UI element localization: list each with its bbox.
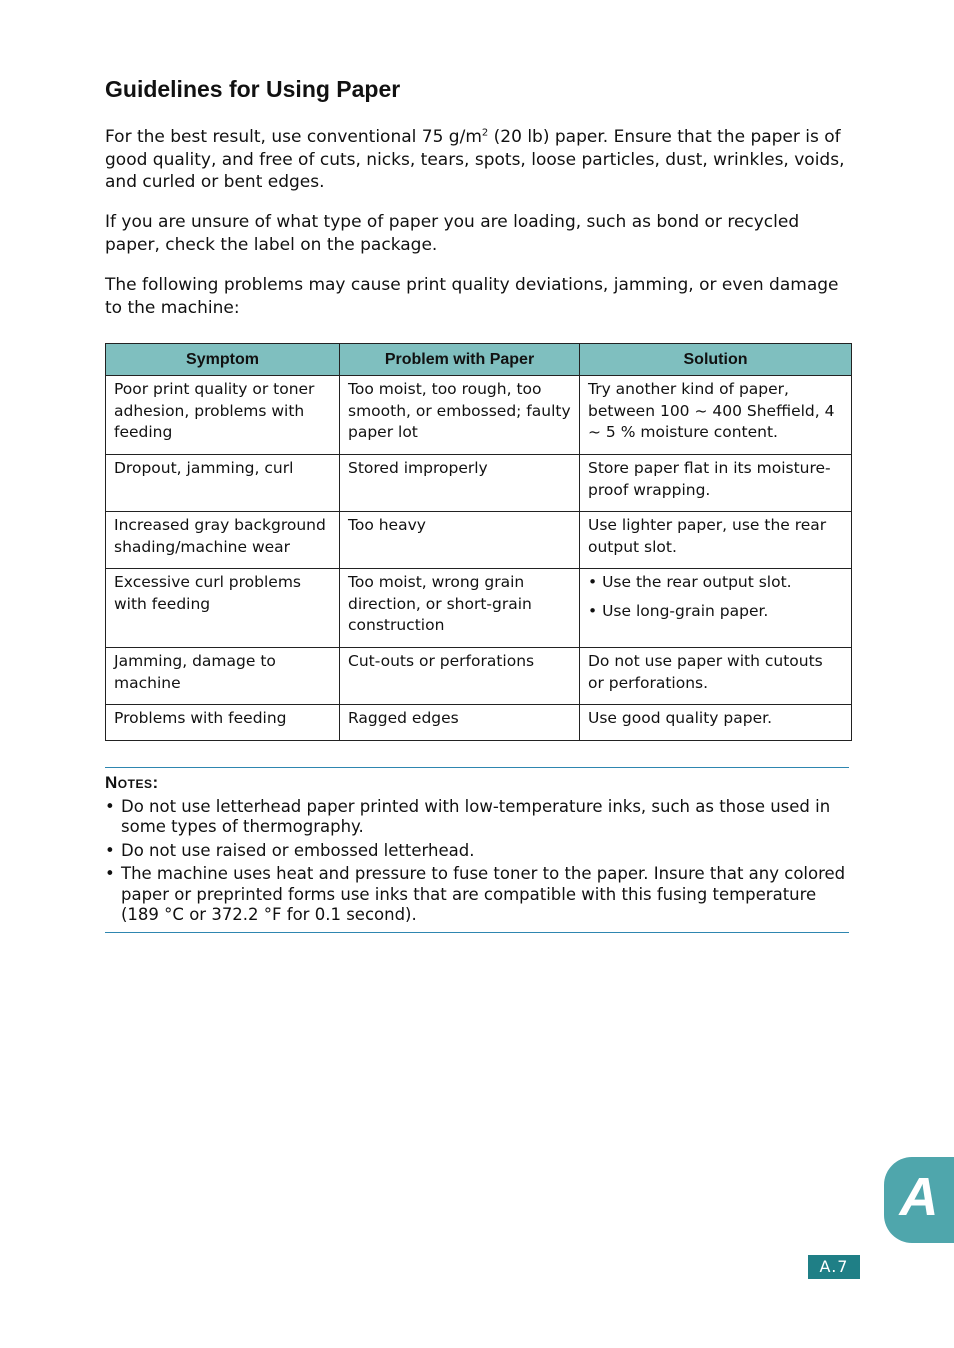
symptom-cell: Jamming, damage to machine xyxy=(106,648,340,705)
solution-cell xyxy=(580,512,852,569)
solution-cell xyxy=(580,705,852,741)
appendix-tab-letter: A xyxy=(899,1167,939,1227)
solution-text: Use good quality paper. xyxy=(588,709,772,727)
table-row xyxy=(106,705,852,741)
intro-paragraph-2: If you are unsure of what type of paper you are loading, such as bond or recycled paper, check the label on the package. xyxy=(105,212,800,255)
notes-list xyxy=(105,797,849,926)
intro-p1-text: For the best result, use conventional 75 g/m xyxy=(105,127,482,147)
notes-box xyxy=(105,767,849,933)
symptom-cell: Excessive curl problems with feeding xyxy=(106,569,340,648)
problem-cell: Too heavy xyxy=(340,512,580,569)
problem-cell: Cut-outs or perforations xyxy=(340,648,580,705)
note-item: • Do not use letterhead paper printed with low-temperature inks, such as those used in some types of thermography. xyxy=(105,797,849,838)
note-item: • Do not use raised or embossed letterhead. xyxy=(105,841,849,862)
notes-colon: : xyxy=(152,773,159,792)
header-symptom: Symptom xyxy=(106,344,340,376)
page-title: Guidelines for Using Paper xyxy=(105,76,401,102)
table-row xyxy=(106,376,852,455)
notes-title-text: Notes xyxy=(105,773,153,792)
problem-cell: Too moist, wrong grain direction, or short-grain construction xyxy=(340,569,580,648)
note-item: • The machine uses heat and pressure to fuse toner to the paper. Insure that any colored paper or preprinted forms use inks that are compatible with this fusing temperature (189 °C or 372.2 °F for 0.1 second). xyxy=(105,864,849,926)
solution-cell xyxy=(580,648,852,705)
solution-bullet: • Use long-grain paper. xyxy=(588,601,769,620)
symptom-cell: Problems with feeding xyxy=(106,705,340,741)
solution-bullet: • Use the rear output slot. xyxy=(588,573,792,591)
symptom-cell: Increased gray background shading/machine wear xyxy=(106,512,340,569)
table-header-row xyxy=(106,344,852,376)
superscript-2: 2 xyxy=(481,127,489,139)
appendix-tab-marker xyxy=(884,1157,954,1243)
solution-cell xyxy=(580,569,852,648)
problem-cell: Ragged edges xyxy=(340,705,580,741)
solution-text: Try another kind of paper, between 100 ~ 400 Sheffield, 4 ~ 5 % moisture content. xyxy=(588,380,835,441)
table-row xyxy=(106,512,852,569)
solution-text: Use lighter paper, use the rear output slot. xyxy=(588,516,827,556)
notes-title xyxy=(105,773,849,794)
page-number: A.7 xyxy=(808,1255,860,1279)
intro-paragraph-1 xyxy=(105,126,850,194)
table-row xyxy=(106,455,852,512)
table-row xyxy=(106,569,852,648)
paper-problems-table xyxy=(105,343,852,741)
problem-cell: Stored improperly xyxy=(340,455,580,512)
symptom-cell: Poor print quality or toner adhesion, problems with feeding xyxy=(106,376,340,455)
header-problem: Problem with Paper xyxy=(340,344,580,376)
solution-cell xyxy=(580,376,852,455)
intro-p1-text-cont: (20 lb) paper. Ensure that the paper is of good quality, and free of cuts, nicks, tears, spots, loose particles, dust, wrinkles, voids, and curled or bent edges. xyxy=(105,127,845,192)
header-solution: Solution xyxy=(580,344,852,376)
intro-paragraph-3: The following problems may cause print quality deviations, jamming, or even damage to the machine: xyxy=(105,275,839,318)
solution-cell xyxy=(580,455,852,512)
symptom-cell: Dropout, jamming, curl xyxy=(106,455,340,512)
solution-text: Store paper flat in its moisture-proof wrapping. xyxy=(588,459,831,499)
problem-cell: Too moist, too rough, too smooth, or embossed; faulty paper lot xyxy=(340,376,580,455)
table-row xyxy=(106,648,852,705)
solution-text: Do not use paper with cutouts or perforations. xyxy=(588,652,823,692)
